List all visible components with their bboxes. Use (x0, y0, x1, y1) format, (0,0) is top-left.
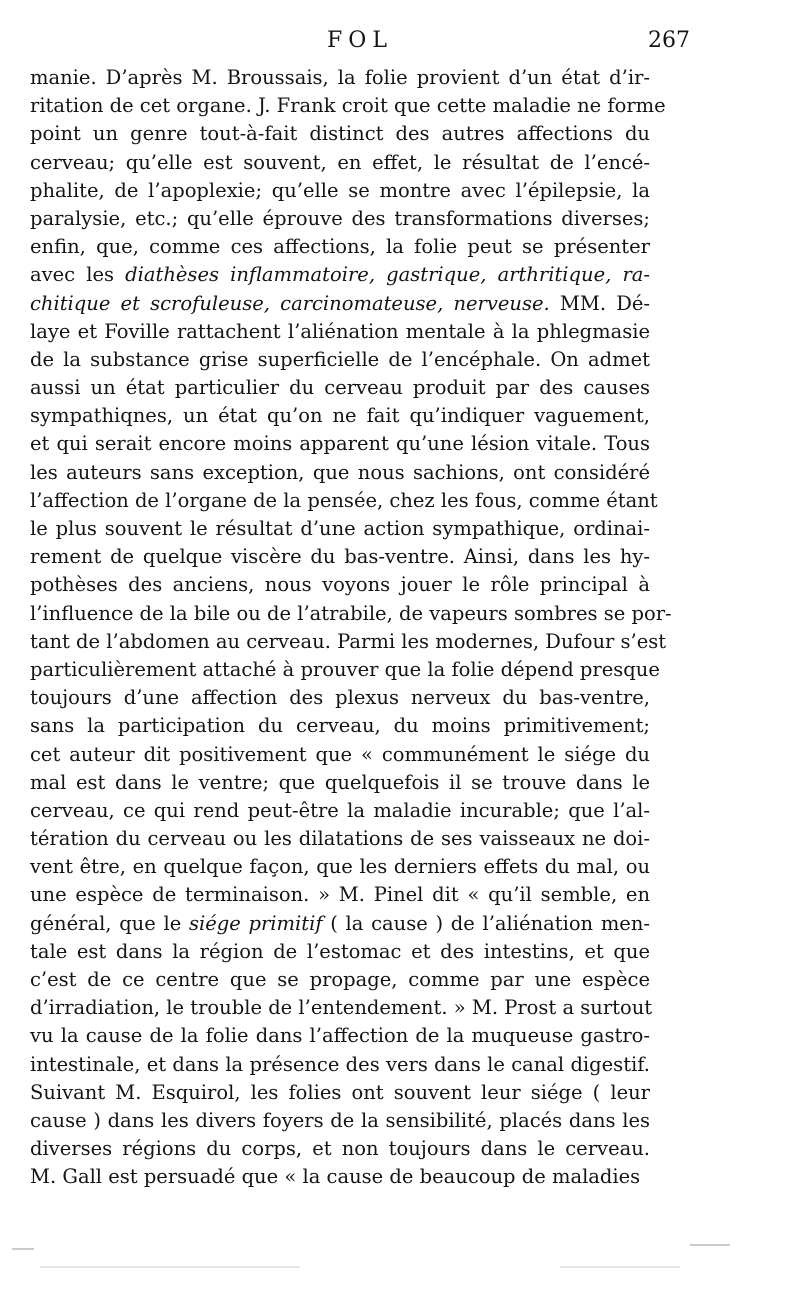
text-line: phalite, de l’apoplexie; qu’elle se montre avec l’épilepsie, la (30, 178, 650, 202)
text-line: Suivant M. Esquirol, les folies ont souvent leur siége ( leur (30, 1080, 650, 1104)
running-head: FOL (327, 28, 393, 53)
text-line: sympathiqnes, un état qu’on ne fait qu’indiquer vaguement, (30, 404, 650, 428)
text-line (30, 290, 650, 318)
text-line: cerveau; qu’elle est souvent, en effet, le résultat de l’encé- (30, 150, 650, 174)
text-line: mal est dans le ventre; que quelquefois il se trouve dans le (30, 770, 650, 794)
text-line: tération du cerveau ou les dilatations de ses vaisseaux ne doi- (30, 827, 650, 851)
text-line: enfin, que, comme ces affections, la folie peut se présenter (30, 235, 650, 259)
text-segment: général, que le (30, 911, 189, 935)
text-line: intestinale, et dans la présence des vers dans le canal digestif. (30, 1052, 650, 1076)
text-line: et qui serait encore moins apparent qu’une lésion vitale. Tous (30, 432, 650, 456)
text-line: paralysie, etc.; qu’elle éprouve des transformations diverses; (30, 206, 650, 230)
italic-phrase: diathèses inflammatoire, gastrique, arthritique, ra- (125, 263, 650, 287)
page-number: 267 (648, 28, 690, 53)
page-header (30, 28, 690, 58)
scan-speck (690, 1244, 730, 1246)
text-line: tale est dans la région de l’estomac et des intestins, et que (30, 939, 650, 963)
text-line: manie. D’après M. Broussais, la folie provient d’un état d’ir- (30, 66, 650, 89)
text-line: le plus souvent le résultat d’une action sympathique, ordinai- (30, 517, 650, 540)
text-line (30, 910, 650, 938)
scan-speck (12, 1248, 34, 1250)
text-line: une espèce de terminaison. » M. Pinel dit « qu’il semble, en (30, 883, 650, 907)
scan-speck (40, 1266, 300, 1268)
text-line: cause ) dans les divers foyers de la sensibilité, placés dans les (30, 1108, 650, 1132)
text-line: cet auteur dit positivement que « communément le siége du (30, 742, 650, 766)
text-line: vent être, en quelque façon, que les derniers effets du mal, ou (30, 855, 650, 879)
text-line: diverses régions du corps, et non toujours dans le cerveau. (30, 1137, 650, 1161)
text-line: rement de quelque viscère du bas-ventre. Ainsi, dans les hy- (30, 545, 650, 569)
text-line: d’irradiation, le trouble de l’entendement. » M. Prost a surtout (30, 996, 653, 1020)
text-line: c’est de ce centre que se propage, comme par une espèce (30, 968, 650, 991)
text-line: particulièrement attaché à prouver que la folie dépend presque (30, 657, 660, 681)
text-line: les auteurs sans exception, que nous sachions, ont considéré (30, 460, 650, 484)
text-segment: avec les (30, 263, 126, 287)
italic-phrase: siége primitif (188, 911, 323, 935)
text-line: pothèses des anciens, nous voyons jouer le rôle principal à (30, 573, 650, 597)
text-line: vu la cause de la folie dans l’affection de la muqueuse gastro- (30, 1024, 650, 1048)
text-line: toujours d’une affection des plexus nerveux du bas-ventre, (30, 686, 650, 710)
text-line: cerveau, ce qui rend peut-être la maladie incurable; que l’al- (30, 798, 650, 822)
text-line: laye et Foville rattachent l’aliénation mentale à la phlegmasie (30, 319, 650, 343)
italic-phrase: chitique et scrofuleuse, carcinomateuse, nerveuse. (30, 291, 550, 315)
text-line: de la substance grise superficielle de l’encéphale. On admet (30, 347, 650, 371)
text-segment: ( la cause ) de l’aliénation men- (322, 911, 650, 935)
text-line (30, 261, 650, 289)
text-line: sans la participation du cerveau, du moins primitivement; (30, 714, 650, 738)
text-line: point un genre tout-à-fait distinct des autres affections du (30, 122, 650, 146)
text-line: aussi un état particulier du cerveau produit par des causes (30, 376, 650, 400)
text-line: tant de l’abdomen au cerveau. Parmi les modernes, Dufour s’est (30, 629, 667, 653)
text-segment: MM. Dé- (549, 291, 650, 315)
scan-speck (560, 1266, 680, 1268)
text-line: ritation de cet organe. J. Frank croit que cette maladie ne forme (30, 94, 666, 118)
text-line: l’affection de l’organe de la pensée, chez les fous, comme étant (30, 488, 658, 512)
text-line: l’influence de la bile ou de l’atrabile, de vapeurs sombres se por- (30, 601, 672, 625)
text-line: M. Gall est persuadé que « la cause de beaucoup de maladies (30, 1165, 641, 1189)
body-text (30, 64, 672, 1192)
